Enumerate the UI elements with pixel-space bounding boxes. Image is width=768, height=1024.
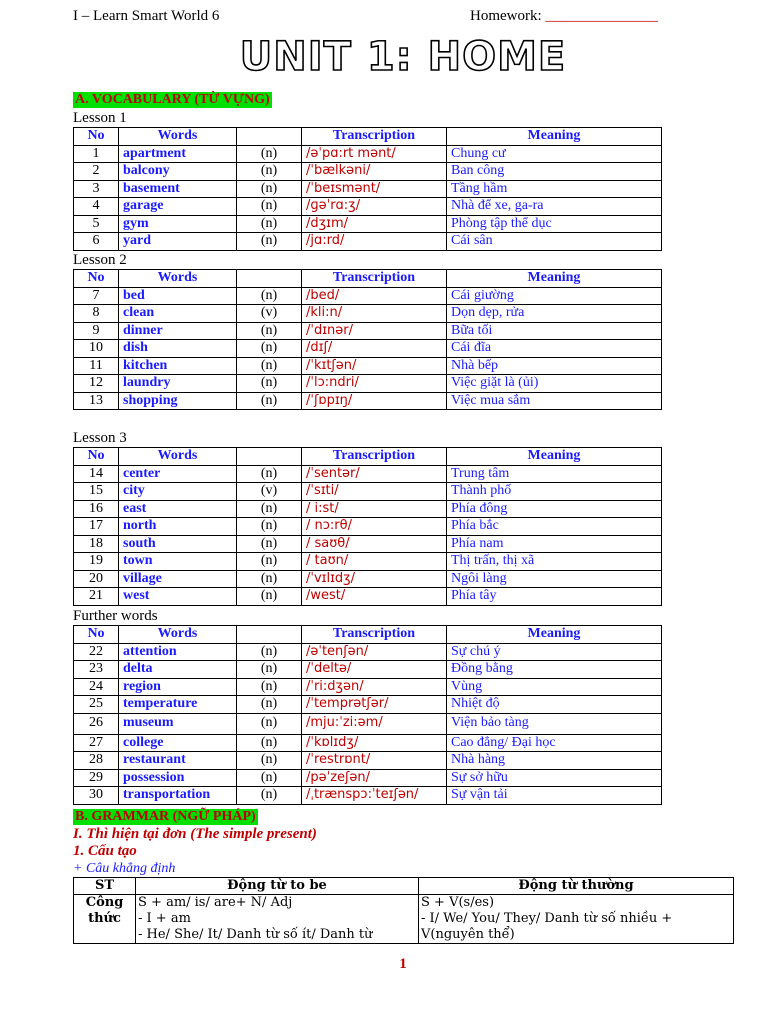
col-meaning-header: Meaning	[447, 448, 662, 466]
cell-no: 30	[74, 787, 119, 805]
cell-transcription: /ˈkɒlɪdʒ/	[302, 734, 447, 752]
cell-pos: (v)	[237, 483, 302, 501]
table-header-row	[74, 128, 662, 146]
further-words-label: Further words	[73, 608, 158, 624]
cell-no: 25	[74, 696, 119, 714]
cell-word: balcony	[119, 163, 237, 181]
col-pos-header	[237, 626, 302, 644]
cell-transcription: /ˈtemprətʃər/	[302, 696, 447, 714]
grammar-ordinary-verb-formula	[419, 895, 734, 944]
cell-no: 7	[74, 287, 119, 305]
section-b-heading: B. GRAMMAR (NGỮ PHÁP)	[75, 809, 256, 824]
cell-no: 28	[74, 752, 119, 770]
cell-word: city	[119, 483, 237, 501]
table-row	[74, 375, 662, 393]
table-row	[74, 696, 662, 714]
cell-pos: (n)	[237, 570, 302, 588]
table-row	[74, 588, 662, 606]
cell-no: 9	[74, 322, 119, 340]
cell-no: 10	[74, 340, 119, 358]
cell-meaning: Cái sân	[447, 233, 662, 251]
table-row	[74, 305, 662, 323]
cell-no: 15	[74, 483, 119, 501]
cell-word: yard	[119, 233, 237, 251]
table-row	[74, 233, 662, 251]
cell-word: college	[119, 734, 237, 752]
cell-transcription: /ˈdeltə/	[302, 661, 447, 679]
cell-transcription: /ˈsentər/	[302, 465, 447, 483]
section-a-heading: A. VOCABULARY (TỪ VỰNG)	[75, 92, 270, 107]
cell-pos: (n)	[237, 518, 302, 536]
cell-no: 29	[74, 769, 119, 787]
cell-transcription: /ˈbeɪsmənt/	[302, 180, 447, 198]
table-header-row	[74, 270, 662, 288]
cell-transcription: /ˈʃɒpɪŋ/	[302, 392, 447, 410]
cell-word: kitchen	[119, 357, 237, 375]
cell-pos: (n)	[237, 678, 302, 696]
table-row	[74, 180, 662, 198]
cell-meaning: Nhà để xe, ga-ra	[447, 198, 662, 216]
cell-meaning: Phía nam	[447, 535, 662, 553]
to-be-line-2: - I + am	[138, 911, 191, 926]
ordinary-line-1: S + V(s/es)	[421, 895, 495, 910]
col-transcription-header: Transcription	[302, 270, 447, 288]
grammar-col-st: ST	[74, 878, 136, 895]
col-words-header: Words	[119, 270, 237, 288]
grammar-table	[73, 877, 734, 944]
cell-no: 20	[74, 570, 119, 588]
page-number: 1	[399, 956, 407, 972]
cell-meaning: Sự chú ý	[447, 643, 662, 661]
cell-no: 18	[74, 535, 119, 553]
cell-meaning: Phòng tập thể dục	[447, 215, 662, 233]
cell-pos: (v)	[237, 305, 302, 323]
cell-meaning: Nhiệt độ	[447, 696, 662, 714]
cell-transcription: /ˈsɪti/	[302, 483, 447, 501]
cell-meaning: Viện bảo tàng	[447, 713, 662, 734]
cell-pos: (n)	[237, 752, 302, 770]
cell-meaning: Nhà bếp	[447, 357, 662, 375]
col-transcription-header: Transcription	[302, 448, 447, 466]
cell-word: town	[119, 553, 237, 571]
cell-meaning: Chung cư	[447, 145, 662, 163]
table-row	[74, 734, 662, 752]
cell-no: 5	[74, 215, 119, 233]
cell-word: village	[119, 570, 237, 588]
cell-transcription: /pəˈzeʃən/	[302, 769, 447, 787]
cell-word: restaurant	[119, 752, 237, 770]
cell-pos: (n)	[237, 500, 302, 518]
cell-word: temperature	[119, 696, 237, 714]
cell-transcription: /ˈrestrɒnt/	[302, 752, 447, 770]
formula-label-line-1: Công	[85, 895, 124, 910]
cell-transcription: / nɔ:rθ/	[302, 518, 447, 536]
cell-transcription: /kli:n/	[302, 305, 447, 323]
table-row	[74, 500, 662, 518]
table-header-row	[74, 448, 662, 466]
col-meaning-header: Meaning	[447, 270, 662, 288]
cell-pos: (n)	[237, 287, 302, 305]
ordinary-line-3: V(nguyên thể)	[421, 927, 515, 942]
cell-meaning: Dọn dẹp, rửa	[447, 305, 662, 323]
cell-word: north	[119, 518, 237, 536]
cell-transcription: /ˈbælkəni/	[302, 163, 447, 181]
cell-pos: (n)	[237, 713, 302, 734]
cell-no: 19	[74, 553, 119, 571]
cell-pos: (n)	[237, 145, 302, 163]
grammar-heading-structure: 1. Cấu tạo	[73, 843, 137, 859]
cell-pos: (n)	[237, 769, 302, 787]
cell-meaning: Cao đẳng/ Đại học	[447, 734, 662, 752]
table-row	[74, 787, 662, 805]
cell-pos: (n)	[237, 553, 302, 571]
col-no-header: No	[74, 128, 119, 146]
cell-meaning: Việc giặt là (ủi)	[447, 375, 662, 393]
cell-meaning: Sự sở hữu	[447, 769, 662, 787]
cell-no: 3	[74, 180, 119, 198]
cell-transcription: /mju:ˈzi:əm/	[302, 713, 447, 734]
cell-transcription: /ˈdɪnər/	[302, 322, 447, 340]
cell-meaning: Bữa tối	[447, 322, 662, 340]
table-row	[74, 163, 662, 181]
cell-transcription: /jɑ:rd/	[302, 233, 447, 251]
col-transcription-header: Transcription	[302, 128, 447, 146]
cell-pos: (n)	[237, 661, 302, 679]
cell-no: 12	[74, 375, 119, 393]
col-words-header: Words	[119, 448, 237, 466]
to-be-line-3: - He/ She/ It/ Danh từ số ít/ Danh từ	[138, 927, 373, 942]
cell-no: 16	[74, 500, 119, 518]
cell-meaning: Phía đông	[447, 500, 662, 518]
cell-word: dinner	[119, 322, 237, 340]
cell-no: 8	[74, 305, 119, 323]
grammar-affirmative-label: + Câu khẳng định	[73, 861, 176, 876]
lesson-2-table	[73, 269, 662, 410]
grammar-to-be-formula	[136, 895, 419, 944]
cell-pos: (n)	[237, 198, 302, 216]
cell-no: 23	[74, 661, 119, 679]
table-row	[74, 713, 662, 734]
cell-meaning: Cái đĩa	[447, 340, 662, 358]
cell-no: 21	[74, 588, 119, 606]
grammar-table-header	[74, 878, 734, 895]
cell-no: 22	[74, 643, 119, 661]
table-header-row	[74, 626, 662, 644]
table-row	[74, 357, 662, 375]
col-pos-header	[237, 270, 302, 288]
cell-transcription: /ˈri:dʒən/	[302, 678, 447, 696]
table-row	[74, 483, 662, 501]
cell-word: region	[119, 678, 237, 696]
lesson-2-label: Lesson 2	[73, 252, 127, 268]
cell-no: 14	[74, 465, 119, 483]
col-words-header: Words	[119, 128, 237, 146]
cell-word: attention	[119, 643, 237, 661]
cell-meaning: Sự vận tải	[447, 787, 662, 805]
cell-word: bed	[119, 287, 237, 305]
cell-meaning: Đồng bằng	[447, 661, 662, 679]
cell-transcription: /ˈlɔ:ndri/	[302, 375, 447, 393]
cell-no: 11	[74, 357, 119, 375]
cell-pos: (n)	[237, 215, 302, 233]
col-pos-header	[237, 128, 302, 146]
cell-word: possession	[119, 769, 237, 787]
cell-no: 13	[74, 392, 119, 410]
grammar-formula-row	[74, 895, 734, 944]
cell-meaning: Phía bắc	[447, 518, 662, 536]
cell-no: 27	[74, 734, 119, 752]
cell-transcription: /bed/	[302, 287, 447, 305]
cell-meaning: Tầng hầm	[447, 180, 662, 198]
cell-no: 2	[74, 163, 119, 181]
cell-meaning: Phía tây	[447, 588, 662, 606]
cell-word: dish	[119, 340, 237, 358]
cell-pos: (n)	[237, 588, 302, 606]
table-row	[74, 340, 662, 358]
table-row	[74, 752, 662, 770]
homework-blank: _______________	[545, 8, 658, 24]
cell-word: transportation	[119, 787, 237, 805]
cell-no: 26	[74, 713, 119, 734]
cell-pos: (n)	[237, 357, 302, 375]
lesson-1-table	[73, 127, 662, 251]
table-row	[74, 215, 662, 233]
col-words-header: Words	[119, 626, 237, 644]
header-homework	[470, 8, 658, 25]
cell-no: 4	[74, 198, 119, 216]
cell-no: 6	[74, 233, 119, 251]
lesson-3-table	[73, 447, 662, 606]
table-row	[74, 198, 662, 216]
table-row	[74, 553, 662, 571]
table-row	[74, 518, 662, 536]
cell-transcription: /ɡəˈrɑ:ʒ/	[302, 198, 447, 216]
cell-word: south	[119, 535, 237, 553]
table-row	[74, 322, 662, 340]
cell-pos: (n)	[237, 233, 302, 251]
table-row	[74, 465, 662, 483]
cell-transcription: /əˈpɑ:rt mənt/	[302, 145, 447, 163]
table-row	[74, 570, 662, 588]
table-row	[74, 643, 662, 661]
cell-no: 17	[74, 518, 119, 536]
cell-pos: (n)	[237, 535, 302, 553]
cell-transcription: /west/	[302, 588, 447, 606]
cell-pos: (n)	[237, 375, 302, 393]
further-words-table	[73, 625, 662, 805]
cell-meaning: Nhà hàng	[447, 752, 662, 770]
ordinary-line-2: - I/ We/ You/ They/ Danh từ số nhiều +	[421, 911, 673, 926]
cell-pos: (n)	[237, 340, 302, 358]
cell-meaning: Việc mua sắm	[447, 392, 662, 410]
table-row	[74, 769, 662, 787]
cell-pos: (n)	[237, 392, 302, 410]
cell-pos: (n)	[237, 734, 302, 752]
cell-pos: (n)	[237, 643, 302, 661]
table-row	[74, 145, 662, 163]
page-title: UNIT 1: HOME	[239, 34, 567, 80]
cell-meaning: Trung tâm	[447, 465, 662, 483]
cell-word: center	[119, 465, 237, 483]
cell-transcription: /əˈtenʃən/	[302, 643, 447, 661]
cell-word: garage	[119, 198, 237, 216]
grammar-heading-simple-present: I. Thì hiện tại đơn (The simple present)	[73, 826, 317, 842]
col-meaning-header: Meaning	[447, 128, 662, 146]
cell-no: 1	[74, 145, 119, 163]
col-meaning-header: Meaning	[447, 626, 662, 644]
cell-word: museum	[119, 713, 237, 734]
cell-word: clean	[119, 305, 237, 323]
lesson-1-label: Lesson 1	[73, 110, 127, 126]
cell-pos: (n)	[237, 322, 302, 340]
table-row	[74, 535, 662, 553]
grammar-col-ordinary-verb: Động từ thường	[419, 878, 734, 895]
cell-transcription: /ˈkɪtʃən/	[302, 357, 447, 375]
cell-transcription: /dʒɪm/	[302, 215, 447, 233]
cell-transcription: /ˌtrænspɔ:ˈteɪʃən/	[302, 787, 447, 805]
cell-word: west	[119, 588, 237, 606]
table-row	[74, 287, 662, 305]
cell-word: east	[119, 500, 237, 518]
lesson-3-label: Lesson 3	[73, 430, 127, 446]
col-no-header: No	[74, 448, 119, 466]
cell-word: delta	[119, 661, 237, 679]
formula-label-line-2: thức	[88, 911, 121, 926]
cell-word: gym	[119, 215, 237, 233]
cell-pos: (n)	[237, 180, 302, 198]
grammar-formula-label	[74, 895, 136, 944]
cell-pos: (n)	[237, 787, 302, 805]
cell-word: basement	[119, 180, 237, 198]
cell-meaning: Cái giường	[447, 287, 662, 305]
table-row	[74, 678, 662, 696]
cell-transcription: / saʊθ/	[302, 535, 447, 553]
cell-transcription: /ˈvɪlɪdʒ/	[302, 570, 447, 588]
cell-transcription: /dɪʃ/	[302, 340, 447, 358]
cell-meaning: Vùng	[447, 678, 662, 696]
homework-label: Homework:	[470, 8, 546, 24]
cell-pos: (n)	[237, 465, 302, 483]
grammar-col-to-be: Động từ to be	[136, 878, 419, 895]
cell-word: laundry	[119, 375, 237, 393]
cell-meaning: Thị trấn, thị xã	[447, 553, 662, 571]
col-no-header: No	[74, 626, 119, 644]
to-be-line-1: S + am/ is/ are+ N/ Adj	[138, 895, 293, 910]
cell-pos: (n)	[237, 163, 302, 181]
cell-meaning: Ban công	[447, 163, 662, 181]
cell-word: apartment	[119, 145, 237, 163]
col-transcription-header: Transcription	[302, 626, 447, 644]
col-pos-header	[237, 448, 302, 466]
cell-meaning: Ngôi làng	[447, 570, 662, 588]
header-course-title: I – Learn Smart World 6	[73, 8, 220, 24]
cell-pos: (n)	[237, 696, 302, 714]
cell-word: shopping	[119, 392, 237, 410]
cell-meaning: Thành phố	[447, 483, 662, 501]
cell-transcription: / i:st/	[302, 500, 447, 518]
table-row	[74, 392, 662, 410]
cell-no: 24	[74, 678, 119, 696]
col-no-header: No	[74, 270, 119, 288]
table-row	[74, 661, 662, 679]
cell-transcription: / taʊn/	[302, 553, 447, 571]
